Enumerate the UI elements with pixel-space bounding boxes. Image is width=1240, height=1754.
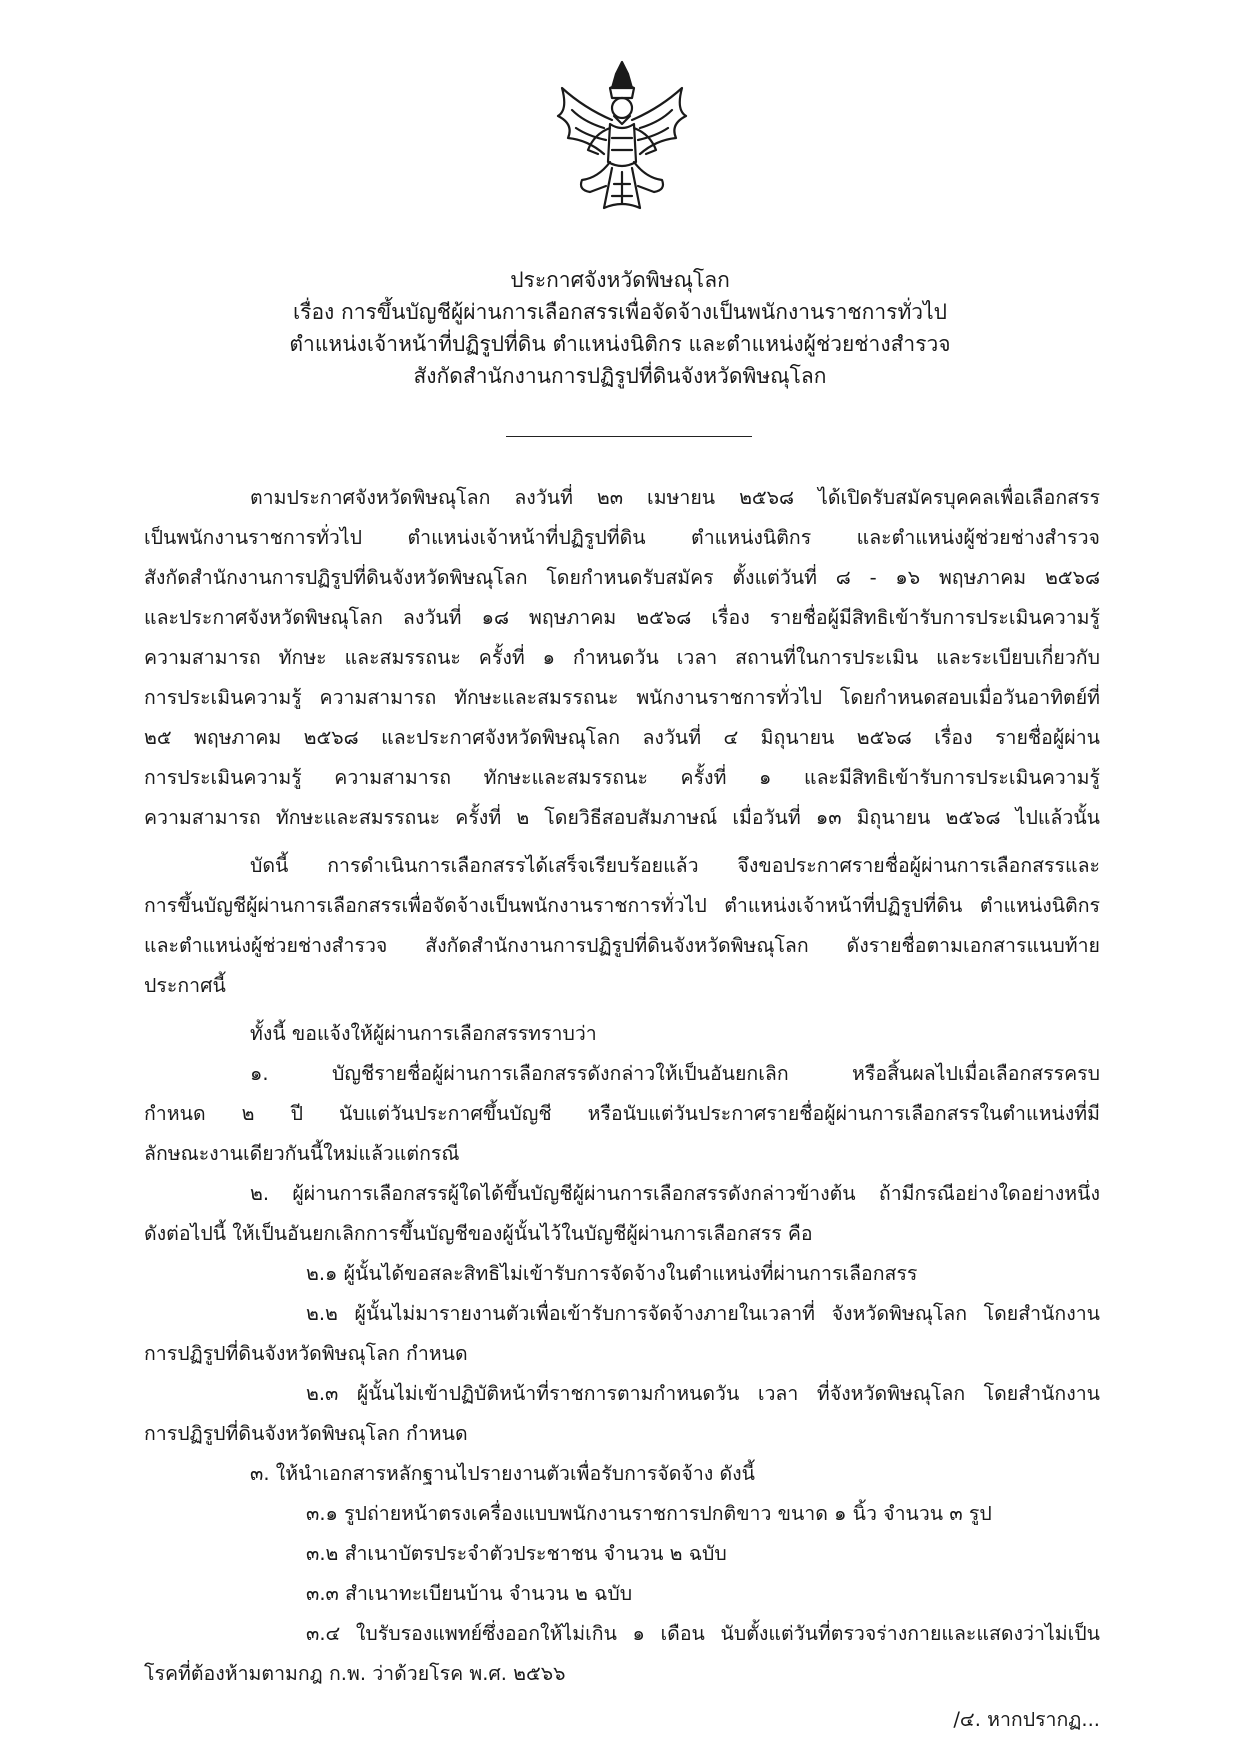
title-line: ตำแหน่งเจ้าหน้าที่ปฏิรูปที่ดิน ตำแหน่งนิติกร และตำแหน่งผู้ช่วยช่างสำรวจ — [289, 332, 951, 356]
body-line: ๓.๑ รูปถ่ายหน้าตรงเครื่องแบบพนักงานราชการปกติขาว ขนาด ๑ นิ้ว จำนวน ๓ รูป — [306, 1502, 992, 1525]
body-line: กำหนด ๒ ปี นับแต่วันประกาศขึ้นบัญชี หรือนับแต่วันประกาศรายชื่อผู้ผ่านการเลือกสรรในตำแหน่งที่มี — [144, 1102, 1100, 1125]
body-line: ๒.๒ ผู้นั้นไม่มารายงานตัวเพื่อเข้ารับการจัดจ้างภายในเวลาที่ จังหวัดพิษณุโลก โดยสำนักงาน — [306, 1302, 1100, 1325]
body-line: ประกาศนี้ — [144, 974, 226, 997]
body-line: การประเมินความรู้ ความสามารถ ทักษะและสมรรถนะ ครั้งที่ ๑ และมีสิทธิเข้ารับการประเมินความรู้ — [144, 766, 1100, 789]
body-line: ลักษณะงานเดียวกันนี้ใหม่แล้วแต่กรณี — [144, 1142, 460, 1165]
document-title — [0, 264, 1240, 392]
title-line: เรื่อง การขึ้นบัญชีผู้ผ่านการเลือกสรรเพื่อจัดจ้างเป็นพนักงานราชการทั่วไป — [292, 300, 947, 324]
continuation-note: /๔. หากปรากฏ... — [953, 1708, 1100, 1731]
title-divider — [506, 436, 752, 437]
body-line: การขึ้นบัญชีผู้ผ่านการเลือกสรรเพื่อจัดจ้างเป็นพนักงานราชการทั่วไป ตำแหน่งเจ้าหน้าที่ปฏิรูปที่ดิน ตำแหน่งนิติกร — [144, 894, 1100, 917]
body-line: เป็นพนักงานราชการทั่วไป ตำแหน่งเจ้าหน้าที่ปฏิรูปที่ดิน ตำแหน่งนิติกร และตำแหน่งผู้ช่วยช่างสำรวจ — [144, 526, 1100, 549]
body-line: ดังต่อไปนี้ ให้เป็นอันยกเลิกการขึ้นบัญชีของผู้นั้นไว้ในบัญชีผู้ผ่านการเลือกสรร คือ — [144, 1222, 813, 1245]
body-line: ๑. บัญชีรายชื่อผู้ผ่านการเลือกสรรดังกล่าวให้เป็นอันยกเลิก หรือสิ้นผลไปเมื่อเลือกสรรครบ — [250, 1062, 1100, 1085]
body-line: ตามประกาศจังหวัดพิษณุโลก ลงวันที่ ๒๓ เมษายน ๒๕๖๘ ได้เปิดรับสมัครบุคคลเพื่อเลือกสรร — [250, 486, 1100, 509]
body-line: ๒. ผู้ผ่านการเลือกสรรผู้ใดได้ขึ้นบัญชีผู้ผ่านการเลือกสรรดังกล่าวข้างต้น ถ้ามีกรณีอย่างใดอย่างหนึ่ง — [250, 1182, 1100, 1205]
body-line: โรคที่ต้องห้ามตามกฎ ก.พ. ว่าด้วยโรค พ.ศ. ๒๕๖๖ — [144, 1662, 566, 1685]
body-line: ทั้งนี้ ขอแจ้งให้ผู้ผ่านการเลือกสรรทราบว่า — [250, 1022, 597, 1045]
body-line: การปฏิรูปที่ดินจังหวัดพิษณุโลก กำหนด — [144, 1342, 468, 1365]
garuda-emblem-icon — [554, 58, 690, 218]
body-line: ๓.๓ สำเนาทะเบียนบ้าน จำนวน ๒ ฉบับ — [306, 1582, 633, 1605]
title-line: สังกัดสำนักงานการปฏิรูปที่ดินจังหวัดพิษณุโลก — [413, 364, 827, 388]
body-line: ๒๕ พฤษภาคม ๒๕๖๘ และประกาศจังหวัดพิษณุโลก ลงวันที่ ๔ มิถุนายน ๒๕๖๘ เรื่อง รายชื่อผู้ผ่าน — [144, 726, 1100, 749]
body-line: การประเมินความรู้ ความสามารถ ทักษะและสมรรถนะ พนักงานราชการทั่วไป โดยกำหนดสอบเมื่อวันอาทิตย์ที่ — [144, 686, 1100, 709]
title-line: ประกาศจังหวัดพิษณุโลก — [510, 268, 730, 292]
body-line: ๒.๑ ผู้นั้นได้ขอสละสิทธิไม่เข้ารับการจัดจ้างในตำแหน่งที่ผ่านการเลือกสรร — [306, 1262, 918, 1285]
body-line: ๓. ให้นำเอกสารหลักฐานไปรายงานตัวเพื่อรับการจัดจ้าง ดังนี้ — [250, 1462, 756, 1485]
body-line: ความสามารถ ทักษะ และสมรรถนะ ครั้งที่ ๑ กำหนดวัน เวลา สถานที่ในการประเมิน และระเบียบเกี่ยวกับ — [144, 646, 1100, 669]
body-line: และตำแหน่งผู้ช่วยช่างสำรวจ สังกัดสำนักงานการปฏิรูปที่ดินจังหวัดพิษณุโลก ดังรายชื่อตามเอกสารแนบท้าย — [144, 934, 1100, 957]
body-line: และประกาศจังหวัดพิษณุโลก ลงวันที่ ๑๘ พฤษภาคม ๒๕๖๘ เรื่อง รายชื่อผู้มีสิทธิเข้ารับการประเมินความรู้ — [144, 606, 1100, 629]
body-line: สังกัดสำนักงานการปฏิรูปที่ดินจังหวัดพิษณุโลก โดยกำหนดรับสมัคร ตั้งแต่วันที่ ๘ - ๑๖ พฤษภาคม ๒๕๖๘ — [144, 566, 1100, 589]
body-line: บัดนี้ การดำเนินการเลือกสรรได้เสร็จเรียบร้อยแล้ว จึงขอประกาศรายชื่อผู้ผ่านการเลือกสรรและ — [250, 854, 1100, 877]
body-line: ๓.๒ สำเนาบัตรประจำตัวประชาชน จำนวน ๒ ฉบับ — [306, 1542, 727, 1565]
body-line: ๓.๔ ใบรับรองแพทย์ซึ่งออกให้ไม่เกิน ๑ เดือน นับตั้งแต่วันที่ตรวจร่างกายและแสดงว่าไม่เป็น — [306, 1622, 1100, 1645]
body-line: การปฏิรูปที่ดินจังหวัดพิษณุโลก กำหนด — [144, 1422, 468, 1445]
body-line: ความสามารถ ทักษะและสมรรถนะ ครั้งที่ ๒ โดยวิธีสอบสัมภาษณ์ เมื่อวันที่ ๑๓ มิถุนายน ๒๕๖๘ ไปแล้วนั้น — [144, 806, 1100, 829]
body-line: ๒.๓ ผู้นั้นไม่เข้าปฏิบัติหน้าที่ราชการตามกำหนดวัน เวลา ที่จังหวัดพิษณุโลก โดยสำนักงาน — [306, 1382, 1100, 1405]
